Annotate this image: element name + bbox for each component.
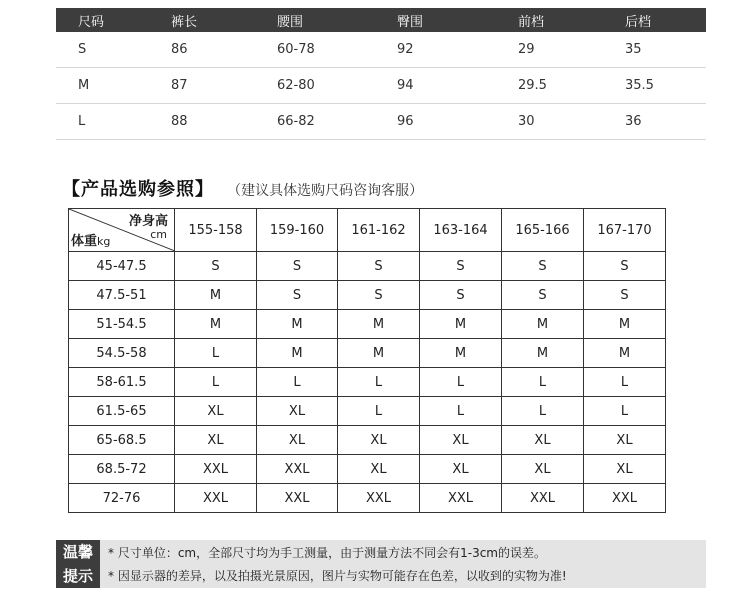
weight-range-cell: 61.5-65 [69, 397, 175, 426]
corner-weight-label [71, 230, 110, 249]
reference-row [69, 368, 666, 397]
recommended-size-cell: L [584, 397, 666, 426]
size-table-cell: 60-78 [277, 32, 397, 68]
corner-weight-text: 体重 [71, 234, 98, 249]
reference-row [69, 310, 666, 339]
recommended-size-cell: XL [584, 426, 666, 455]
reference-corner-cell [69, 209, 175, 252]
recommended-size-cell: XL [584, 455, 666, 484]
weight-range-cell: 45-47.5 [69, 252, 175, 281]
recommended-size-cell: S [420, 281, 502, 310]
recommended-size-cell: M [584, 310, 666, 339]
size-table-cell: 92 [397, 32, 518, 68]
recommended-size-cell: S [175, 252, 257, 281]
recommended-size-cell: L [175, 339, 257, 368]
recommended-size-cell: S [420, 252, 502, 281]
size-table-body [56, 32, 706, 140]
recommended-size-cell: M [584, 339, 666, 368]
size-table-row [56, 104, 706, 140]
recommended-size-cell: XL [420, 455, 502, 484]
recommended-size-cell: L [338, 368, 420, 397]
height-range-header: 159-160 [257, 209, 338, 252]
recommended-size-cell: L [584, 368, 666, 397]
size-col-header: 前档 [518, 8, 625, 32]
recommended-size-cell: L [175, 368, 257, 397]
recommended-size-cell: XXL [502, 484, 584, 513]
recommended-size-cell: XXL [257, 484, 338, 513]
recommended-size-cell: L [257, 368, 338, 397]
size-table [56, 8, 706, 140]
recommended-size-cell: M [338, 339, 420, 368]
recommended-size-cell: S [257, 252, 338, 281]
reference-table [68, 208, 666, 513]
size-table-row [56, 32, 706, 68]
recommended-size-cell: L [502, 368, 584, 397]
recommended-size-cell: S [338, 252, 420, 281]
size-table-cell: 29.5 [518, 68, 625, 104]
size-col-header: 后档 [625, 8, 706, 32]
reference-table-body [69, 252, 666, 513]
recommended-size-cell: L [420, 397, 502, 426]
recommended-size-cell: S [502, 252, 584, 281]
recommended-size-cell: XL [502, 426, 584, 455]
size-col-header: 臀围 [397, 8, 518, 32]
reference-row [69, 397, 666, 426]
recommended-size-cell: XL [175, 426, 257, 455]
size-table-cell: 35 [625, 32, 706, 68]
weight-range-cell: 72-76 [69, 484, 175, 513]
tips-line-2: * 因显示器的差异，以及拍摄光景原因，图片与实物可能存在色差，以收到的实物为准! [108, 569, 567, 583]
recommended-size-cell: XL [175, 397, 257, 426]
recommended-size-cell: XXL [584, 484, 666, 513]
height-range-header: 165-166 [502, 209, 584, 252]
size-table-cell: M [56, 68, 171, 104]
recommended-size-cell: XL [502, 455, 584, 484]
recommended-size-cell: XXL [420, 484, 502, 513]
reference-row [69, 426, 666, 455]
weight-range-cell: 47.5-51 [69, 281, 175, 310]
reference-row [69, 252, 666, 281]
weight-range-cell: 58-61.5 [69, 368, 175, 397]
recommended-size-cell: M [175, 281, 257, 310]
recommended-size-cell: L [502, 397, 584, 426]
size-table-cell: 30 [518, 104, 625, 140]
reference-header-row [69, 209, 666, 252]
height-range-header: 155-158 [175, 209, 257, 252]
tips-badge-line2: 提示 [62, 567, 93, 585]
recommended-size-cell: S [584, 252, 666, 281]
recommended-size-cell: XXL [257, 455, 338, 484]
recommended-size-cell: M [502, 310, 584, 339]
size-table-cell: 66-82 [277, 104, 397, 140]
reference-subtitle: （建议具体选购尺码咨询客服） [227, 183, 424, 199]
size-table-cell: 29 [518, 32, 625, 68]
reference-title: 【产品选购参照】 [62, 179, 214, 200]
weight-range-cell: 51-54.5 [69, 310, 175, 339]
recommended-size-cell: S [338, 281, 420, 310]
reference-row [69, 339, 666, 368]
recommended-size-cell: XL [338, 455, 420, 484]
size-table-cell: 86 [171, 32, 277, 68]
recommended-size-cell: M [257, 339, 338, 368]
recommended-size-cell: XL [420, 426, 502, 455]
tips-badge-line1: 温馨 [62, 543, 93, 561]
recommended-size-cell: L [338, 397, 420, 426]
recommended-size-cell: M [257, 310, 338, 339]
size-table-cell: 94 [397, 68, 518, 104]
recommended-size-cell: S [502, 281, 584, 310]
recommended-size-cell: M [420, 310, 502, 339]
recommended-size-cell: XL [257, 397, 338, 426]
weight-range-cell: 68.5-72 [69, 455, 175, 484]
size-table-row [56, 68, 706, 104]
tips-panel [56, 540, 706, 588]
corner-height-label: 净身高 [128, 214, 168, 229]
size-col-header: 裤长 [171, 8, 277, 32]
recommended-size-cell: M [338, 310, 420, 339]
tips-line-1: * 尺寸单位：cm，全部尺寸均为手工测量，由于测量方法不同会有1-3cm的误差。 [108, 546, 546, 560]
weight-range-cell: 65-68.5 [69, 426, 175, 455]
size-table-cell: 87 [171, 68, 277, 104]
weight-range-cell: 54.5-58 [69, 339, 175, 368]
recommended-size-cell: M [175, 310, 257, 339]
size-table-cell: 62-80 [277, 68, 397, 104]
recommended-size-cell: XXL [175, 455, 257, 484]
recommended-size-cell: M [420, 339, 502, 368]
recommended-size-cell: XL [338, 426, 420, 455]
reference-row [69, 281, 666, 310]
size-table-cell: 88 [171, 104, 277, 140]
tips-badge [56, 540, 100, 588]
reference-section-title [62, 175, 423, 201]
recommended-size-cell: L [420, 368, 502, 397]
recommended-size-cell: XXL [175, 484, 257, 513]
size-table-header-row [56, 8, 706, 32]
reference-row [69, 484, 666, 513]
size-table-cell: 36 [625, 104, 706, 140]
recommended-size-cell: XL [257, 426, 338, 455]
height-range-header: 167-170 [584, 209, 666, 252]
reference-row [69, 455, 666, 484]
height-range-header: 163-164 [420, 209, 502, 252]
size-col-header: 尺码 [56, 8, 171, 32]
recommended-size-cell: XXL [338, 484, 420, 513]
recommended-size-cell: S [257, 281, 338, 310]
size-table-cell: S [56, 32, 171, 68]
recommended-size-cell: S [584, 281, 666, 310]
size-table-cell: 35.5 [625, 68, 706, 104]
recommended-size-cell: M [502, 339, 584, 368]
size-table-cell: L [56, 104, 171, 140]
size-col-header: 腰围 [277, 8, 397, 32]
height-range-header: 161-162 [338, 209, 420, 252]
size-table-cell: 96 [397, 104, 518, 140]
corner-height-unit: cm [150, 228, 167, 241]
corner-weight-unit: kg [97, 235, 111, 248]
